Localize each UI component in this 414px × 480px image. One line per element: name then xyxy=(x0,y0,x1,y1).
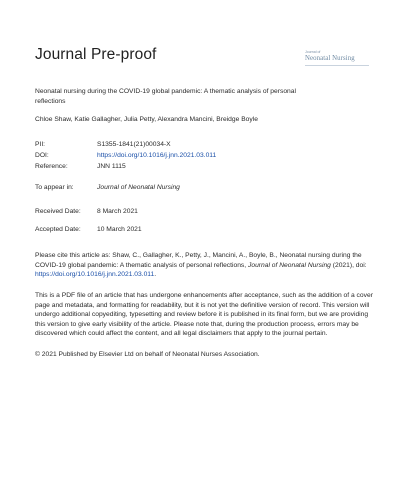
accepted-value: 10 March 2021 xyxy=(97,226,142,233)
accepted-label: Accepted Date: xyxy=(35,226,81,233)
logo-divider xyxy=(305,65,369,66)
pii-value: S1355-1841(21)00034-X xyxy=(97,141,171,148)
appear-label: To appear in: xyxy=(35,184,74,191)
copyright-notice: © 2021 Published by Elsevier Ltd on behalf of Neonatal Nurses Association. xyxy=(35,351,260,358)
logo-tagline: Journal of xyxy=(305,50,321,54)
preproof-notice: This is a PDF file of an article that has undergone enhancements after acceptance, such as the addition of a cover page and metadata, and formatting for readability, but it is not yet the definitive version of record. This version will undergo additional copyediting, typesetting and review before it is published in its final form, but we are providing this version to give early visibility of the article. Please note that, during the production process, errors may be discovered which could affect the content, and all legal disclaimers that apply to the journal pertain. xyxy=(35,292,373,338)
citation-middle: (2021), doi: xyxy=(330,261,367,269)
doi-link[interactable]: https://doi.org/10.1016/j.jnn.2021.03.011 xyxy=(97,152,217,159)
pii-label: PII: xyxy=(35,141,46,148)
received-value: 8 March 2021 xyxy=(97,208,138,215)
citation-doi-link[interactable]: https://doi.org/10.1016/j.jnn.2021.03.011 xyxy=(35,271,155,279)
article-title: Neonatal nursing during the COVID-19 global pandemic: A thematic analysis of personal reflections xyxy=(35,88,296,105)
received-label: Received Date: xyxy=(35,208,81,215)
citation-suffix: . xyxy=(154,271,157,279)
reference-label: Reference: xyxy=(35,163,68,170)
appear-value: Journal of Neonatal Nursing xyxy=(97,184,180,191)
logo-brand: Neonatal Nursing xyxy=(305,55,355,62)
journal-preproof-heading: Journal Pre-proof xyxy=(35,46,157,63)
reference-value: JNN 1115 xyxy=(97,163,126,170)
citation-journal: Journal of Neonatal Nursing xyxy=(248,261,331,269)
citation-prefix: Please cite this article as: Shaw, C., Gallagher, K., Petty, J., Mancini, A., Boyle, B., Neonatal nursing during the COVID-19 global pandemic: A thematic analysis of personal reflections, xyxy=(35,252,362,269)
article-authors: Chloe Shaw, Katie Gallagher, Julia Petty, Alexandra Mancini, Breidge Boyle xyxy=(35,116,258,123)
citation-paragraph xyxy=(35,251,379,280)
doi-label: DOI: xyxy=(35,152,49,159)
journal-logo xyxy=(305,50,375,84)
